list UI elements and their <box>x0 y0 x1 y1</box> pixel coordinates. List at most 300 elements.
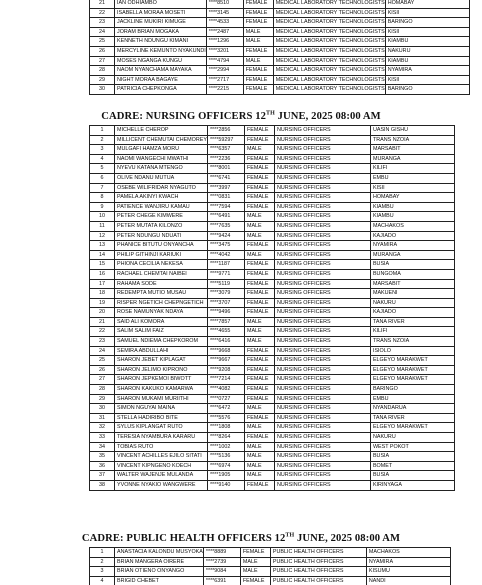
gender-cell: FEMALE <box>244 356 274 366</box>
table-row <box>90 18 470 28</box>
county-cell: HOMABAY <box>385 0 469 8</box>
id-number-cell: ****9771 <box>207 269 244 279</box>
gender-cell: FEMALE <box>243 18 273 28</box>
id-number-cell: ****3145 <box>206 8 243 18</box>
row-number-cell: 37 <box>90 471 115 481</box>
table-row <box>90 164 455 174</box>
gender-cell: FEMALE <box>244 433 274 443</box>
county-cell: ELGEYO MARAKWET <box>370 365 454 375</box>
county-cell: BUSIA <box>370 471 454 481</box>
table-row <box>90 260 455 270</box>
candidate-name-cell: PAMELA AKINYI KWACH <box>115 193 208 203</box>
id-number-cell: ****5136 <box>207 452 244 462</box>
id-number-cell: ****2739 <box>203 557 240 567</box>
county-cell: TRANS NZOIA <box>370 135 454 145</box>
row-number-cell: 15 <box>90 260 115 270</box>
candidate-name-cell: YVONNE NYAKIO WANGWERE <box>115 480 208 490</box>
cadre-cell: NURSING OFFICERS <box>274 212 370 222</box>
gender-cell: MALE <box>244 442 274 452</box>
cadre-cell: NURSING OFFICERS <box>274 413 370 423</box>
gender-cell: MALE <box>244 250 274 260</box>
table-row <box>90 433 455 443</box>
table-row <box>90 480 455 490</box>
row-number-cell: 25 <box>90 356 115 366</box>
cadre-cell: NURSING OFFICERS <box>274 327 370 337</box>
gender-cell: FEMALE <box>244 269 274 279</box>
cadre-cell: MEDICAL LABORATORY TECHNOLOGISTS <box>273 18 385 28</box>
gender-cell: MALE <box>244 231 274 241</box>
candidate-name-cell: MERCYLINE KEMUNTO NYAKUNDI <box>115 46 207 56</box>
id-number-cell: ****7594 <box>207 202 244 212</box>
county-cell: WEST POKOT <box>370 442 454 452</box>
gender-cell: MALE <box>243 37 273 47</box>
gender-cell: FEMALE <box>244 260 274 270</box>
table-row <box>90 308 455 318</box>
gender-cell: MALE <box>240 567 270 577</box>
gender-cell: MALE <box>244 327 274 337</box>
table-row <box>90 154 455 164</box>
id-number-cell: ****6974 <box>207 461 244 471</box>
table-row <box>90 250 455 260</box>
county-cell: KISII <box>385 27 469 37</box>
id-number-cell: ****6741 <box>207 173 244 183</box>
table-row <box>90 173 455 183</box>
cadre-cell: PUBLIC HEALTH OFFICERS <box>270 576 366 585</box>
row-number-cell: 31 <box>90 413 115 423</box>
county-cell: NAKURU <box>385 46 469 56</box>
row-number-cell: 23 <box>90 18 115 28</box>
id-number-cell: ****7635 <box>207 221 244 231</box>
id-number-cell: ****3475 <box>207 241 244 251</box>
county-cell: ELGEYO MARAKWET <box>370 375 454 385</box>
gender-cell: FEMALE <box>244 183 274 193</box>
table-row <box>90 413 455 423</box>
county-cell: KIAMBU <box>385 37 469 47</box>
county-cell: EMBU <box>370 394 454 404</box>
nursing-officers-table <box>89 125 455 491</box>
candidate-name-cell: SEMIRA ABDULLAHI <box>115 346 208 356</box>
id-number-cell: ****1808 <box>207 423 244 433</box>
id-number-cell: ****5576 <box>207 413 244 423</box>
table-row <box>90 317 455 327</box>
county-cell: ELGEYO MARAKWET <box>370 356 454 366</box>
gender-cell: FEMALE <box>243 8 273 18</box>
id-number-cell: ****59297 <box>207 135 244 145</box>
county-cell: NAKURU <box>370 298 454 308</box>
gender-cell: FEMALE <box>244 346 274 356</box>
gender-cell: FEMALE <box>243 75 273 85</box>
medical-lab-technologists-table <box>89 0 470 95</box>
cadre-cell: NURSING OFFICERS <box>274 308 370 318</box>
id-number-cell: ****6491 <box>207 212 244 222</box>
row-number-cell: 32 <box>90 423 115 433</box>
county-cell: MURANGA <box>370 154 454 164</box>
row-number-cell: 6 <box>90 173 115 183</box>
table-row <box>90 75 470 85</box>
candidate-name-cell: MILLICENT CHEMUTAI CHEMOREY <box>115 135 208 145</box>
cadre-cell: NURSING OFFICERS <box>274 221 370 231</box>
candidate-name-cell: SAID ALI KOMORA <box>115 317 208 327</box>
table-row <box>90 567 451 577</box>
gender-cell: FEMALE <box>243 85 273 95</box>
heading-main: CADRE: NURSING OFFICERS 12 <box>101 111 266 122</box>
row-number-cell: 29 <box>90 75 115 85</box>
county-cell: ISIOLO <box>370 346 454 356</box>
cadre-cell: NURSING OFFICERS <box>274 442 370 452</box>
cadre-cell: NURSING OFFICERS <box>274 183 370 193</box>
gender-cell: MALE <box>244 337 274 347</box>
candidate-name-cell: SAMUEL NDIEMA CHEPKOROM <box>115 337 208 347</box>
id-number-cell: ****2487 <box>206 27 243 37</box>
table-row <box>90 56 470 66</box>
row-number-cell: 2 <box>90 557 115 567</box>
table-row <box>90 27 470 37</box>
gender-cell: MALE <box>243 56 273 66</box>
table-row <box>90 356 455 366</box>
cadre-cell: MEDICAL LABORATORY TECHNOLOGISTS <box>273 46 385 56</box>
candidate-name-cell: PATIENCE WANJIRU KAMAU <box>115 202 208 212</box>
candidate-name-cell: ANASTACIA KALONDU MUSYOKA <box>115 548 204 558</box>
row-number-cell: 26 <box>90 46 115 56</box>
row-number-cell: 27 <box>90 56 115 66</box>
county-cell: BARINGO <box>370 385 454 395</box>
candidate-name-cell: JACKLINE MUKIRI KIMUGE <box>115 18 207 28</box>
county-cell: BARINGO <box>385 85 469 95</box>
id-number-cell: ****9084 <box>203 567 240 577</box>
id-number-cell: ****8001 <box>207 164 244 174</box>
gender-cell: FEMALE <box>244 126 274 136</box>
candidate-name-cell: PHANICE BITUTU ONYANCHA <box>115 241 208 251</box>
cadre-cell: NURSING OFFICERS <box>274 260 370 270</box>
table-row <box>90 471 455 481</box>
candidate-name-cell: NAOMI WANGECHI MWATHI <box>115 154 208 164</box>
row-number-cell: 9 <box>90 202 115 212</box>
id-number-cell: ****9667 <box>207 356 244 366</box>
id-number-cell: ****1905 <box>207 471 244 481</box>
county-cell: KIAMBU <box>370 212 454 222</box>
id-number-cell: ****2717 <box>206 75 243 85</box>
county-cell: MAKUENI <box>370 289 454 299</box>
row-number-cell: 27 <box>90 375 115 385</box>
county-cell: KIAMBU <box>370 202 454 212</box>
row-number-cell: 28 <box>90 385 115 395</box>
id-number-cell: ****6472 <box>207 404 244 414</box>
gender-cell: FEMALE <box>244 394 274 404</box>
row-number-cell: 4 <box>90 154 115 164</box>
row-number-cell: 22 <box>90 327 115 337</box>
id-number-cell: ****4082 <box>207 385 244 395</box>
county-cell: KAJIADO <box>370 231 454 241</box>
cadre-cell: NURSING OFFICERS <box>274 394 370 404</box>
candidate-name-cell: OLIVE NDANU MUTUA <box>115 173 208 183</box>
candidate-name-cell: MOSES NGANGA KUNGU <box>115 56 207 66</box>
id-number-cell: ****9424 <box>207 231 244 241</box>
heading-superscript: TH <box>285 532 295 539</box>
cadre-cell: NURSING OFFICERS <box>274 423 370 433</box>
id-number-cell: ****8889 <box>203 548 240 558</box>
row-number-cell: 29 <box>90 394 115 404</box>
cadre-cell: PUBLIC HEALTH OFFICERS <box>270 557 366 567</box>
candidate-name-cell: OSEBE WILIFRIDAR NYAGUTO <box>115 183 208 193</box>
table-row <box>90 212 455 222</box>
table-row <box>90 85 470 95</box>
cadre-cell: NURSING OFFICERS <box>274 241 370 251</box>
cadre-cell: NURSING OFFICERS <box>274 298 370 308</box>
candidate-name-cell: PHIONA CECILIA NEKESA <box>115 260 208 270</box>
row-number-cell: 7 <box>90 183 115 193</box>
id-number-cell: ****6416 <box>207 337 244 347</box>
table-row <box>90 289 455 299</box>
gender-cell: MALE <box>240 557 270 567</box>
public-health-officers-heading <box>0 533 482 544</box>
table-row <box>90 404 455 414</box>
heading-tail: JUNE, 2025 08:00 AM <box>294 533 401 544</box>
heading-superscript: TH <box>266 110 275 117</box>
table-row <box>90 337 455 347</box>
table-row <box>90 66 470 76</box>
table-row <box>90 269 455 279</box>
gender-cell: FEMALE <box>244 193 274 203</box>
id-number-cell: ****6357 <box>207 145 244 155</box>
gender-cell: FEMALE <box>244 279 274 289</box>
row-number-cell: 5 <box>90 164 115 174</box>
id-number-cell: ****2994 <box>206 66 243 76</box>
county-cell: TANA RIVER <box>370 317 454 327</box>
gender-cell: FEMALE <box>244 375 274 385</box>
candidate-name-cell: STELLA HADIRIBO BITE <box>115 413 208 423</box>
cadre-cell: NURSING OFFICERS <box>274 337 370 347</box>
county-cell: MARSABIT <box>370 279 454 289</box>
id-number-cell: ****0831 <box>207 193 244 203</box>
table-row <box>90 231 455 241</box>
id-number-cell: ****1187 <box>207 260 244 270</box>
cadre-cell: NURSING OFFICERS <box>274 231 370 241</box>
county-cell: NYANDARUA <box>370 404 454 414</box>
county-cell: TANA RIVER <box>370 413 454 423</box>
row-number-cell: 25 <box>90 37 115 47</box>
id-number-cell: ****9668 <box>207 346 244 356</box>
table-row <box>90 385 455 395</box>
cadre-cell: MEDICAL LABORATORY TECHNOLOGISTS <box>273 27 385 37</box>
candidate-name-cell: ROSE NAMUNYAK NDAYA <box>115 308 208 318</box>
candidate-name-cell: MULGAFI HAMZA MORU <box>115 145 208 155</box>
cadre-cell: PUBLIC HEALTH OFFICERS <box>270 567 366 577</box>
table-row <box>90 576 451 585</box>
table-row <box>90 8 470 18</box>
table-row <box>90 442 455 452</box>
candidate-name-cell: RAHAMA SODE <box>115 279 208 289</box>
id-number-cell: ****8264 <box>207 433 244 443</box>
gender-cell: FEMALE <box>244 173 274 183</box>
id-number-cell: ****9208 <box>207 365 244 375</box>
row-number-cell: 3 <box>90 567 115 577</box>
cadre-cell: NURSING OFFICERS <box>274 193 370 203</box>
gender-cell: FEMALE <box>244 241 274 251</box>
id-number-cell: ****4042 <box>207 250 244 260</box>
gender-cell: FEMALE <box>244 135 274 145</box>
row-number-cell: 24 <box>90 27 115 37</box>
gender-cell: FEMALE <box>244 365 274 375</box>
cadre-cell: NURSING OFFICERS <box>274 164 370 174</box>
candidate-name-cell: IAN ODHIAMBO <box>115 0 207 8</box>
county-cell: BUNGOMA <box>370 269 454 279</box>
cadre-cell: PUBLIC HEALTH OFFICERS <box>270 548 366 558</box>
row-number-cell: 10 <box>90 212 115 222</box>
gender-cell: MALE <box>244 404 274 414</box>
row-number-cell: 17 <box>90 279 115 289</box>
row-number-cell: 21 <box>90 317 115 327</box>
table-row <box>90 183 455 193</box>
id-number-cell: ****3707 <box>207 298 244 308</box>
row-number-cell: 11 <box>90 221 115 231</box>
id-number-cell: ****6391 <box>203 576 240 585</box>
candidate-name-cell: SHARON JEPKEMOI BIWOTT <box>115 375 208 385</box>
row-number-cell: 16 <box>90 269 115 279</box>
gender-cell: FEMALE <box>244 413 274 423</box>
table-row <box>90 452 455 462</box>
county-cell: BUSIA <box>370 452 454 462</box>
cadre-cell: NURSING OFFICERS <box>274 365 370 375</box>
heading-tail: JUNE, 2025 08:00 AM <box>274 111 381 122</box>
table-row <box>90 135 455 145</box>
id-number-cell: ****4794 <box>206 56 243 66</box>
gender-cell: FEMALE <box>243 0 273 8</box>
candidate-name-cell: SHARON KAKUKO KAMARWA <box>115 385 208 395</box>
candidate-name-cell: BRIAN MANGERA OIRERE <box>115 557 204 567</box>
id-number-cell: ****4655 <box>207 327 244 337</box>
county-cell: UASIN GISHU <box>370 126 454 136</box>
row-number-cell: 8 <box>90 193 115 203</box>
id-number-cell: ****9140 <box>207 480 244 490</box>
gender-cell: FEMALE <box>240 576 270 585</box>
gender-cell: FEMALE <box>244 164 274 174</box>
county-cell: KISUMU <box>366 567 450 577</box>
candidate-name-cell: PETER NDUNGU NDUATI <box>115 231 208 241</box>
table-row <box>90 346 455 356</box>
candidate-name-cell: SHARON JEBET KIPLAGAT <box>115 356 208 366</box>
gender-cell: FEMALE <box>243 66 273 76</box>
candidate-name-cell: BRIAN OTIENO ONYANGO <box>115 567 204 577</box>
county-cell: HOMABAY <box>370 193 454 203</box>
county-cell: MURANGA <box>370 250 454 260</box>
candidate-name-cell: KENNETH NDUNGU KIMANI <box>115 37 207 47</box>
gender-cell: FEMALE <box>244 385 274 395</box>
candidate-name-cell: BRIGID CHEBET <box>115 576 204 585</box>
table-row <box>90 461 455 471</box>
gender-cell: MALE <box>244 317 274 327</box>
row-number-cell: 2 <box>90 135 115 145</box>
cadre-cell: NURSING OFFICERS <box>274 154 370 164</box>
id-number-cell: ****2215 <box>206 85 243 95</box>
gender-cell: FEMALE <box>244 308 274 318</box>
id-number-cell: ****3201 <box>206 46 243 56</box>
row-number-cell: 33 <box>90 433 115 443</box>
county-cell: KAJIADO <box>370 308 454 318</box>
gender-cell: MALE <box>244 471 274 481</box>
table-row <box>90 145 455 155</box>
table-row <box>90 327 455 337</box>
gender-cell: FEMALE <box>244 298 274 308</box>
gender-cell: MALE <box>244 452 274 462</box>
table-row <box>90 548 451 558</box>
candidate-name-cell: SYLUS KIPLANGAT RUTO <box>115 423 208 433</box>
cadre-cell: MEDICAL LABORATORY TECHNOLOGISTS <box>273 66 385 76</box>
candidate-name-cell: PETER MUTATA KILONZO <box>115 221 208 231</box>
county-cell: KILIFI <box>370 327 454 337</box>
cadre-cell: NURSING OFFICERS <box>274 250 370 260</box>
table-row <box>90 46 470 56</box>
row-number-cell: 34 <box>90 442 115 452</box>
gender-cell: MALE <box>244 212 274 222</box>
cadre-cell: NURSING OFFICERS <box>274 289 370 299</box>
cadre-cell: MEDICAL LABORATORY TECHNOLOGISTS <box>273 75 385 85</box>
county-cell: NYAMIRA <box>370 241 454 251</box>
id-number-cell: ****2236 <box>207 154 244 164</box>
row-number-cell: 18 <box>90 289 115 299</box>
id-number-cell: ****0727 <box>207 394 244 404</box>
gender-cell: FEMALE <box>244 289 274 299</box>
row-number-cell: 30 <box>90 404 115 414</box>
table-row <box>90 375 455 385</box>
county-cell: KISII <box>385 75 469 85</box>
county-cell: MACHAKOS <box>370 221 454 231</box>
cadre-cell: NURSING OFFICERS <box>274 471 370 481</box>
candidate-name-cell: MICHELLE CHEROP <box>115 126 208 136</box>
candidate-name-cell: ISABELLA MORAA MOSETI <box>115 8 207 18</box>
cadre-cell: NURSING OFFICERS <box>274 385 370 395</box>
row-number-cell: 22 <box>90 8 115 18</box>
row-number-cell: 30 <box>90 85 115 95</box>
county-cell: KISII <box>385 8 469 18</box>
table-row <box>90 193 455 203</box>
row-number-cell: 14 <box>90 250 115 260</box>
candidate-name-cell: NYEVU KATANA MTENGO <box>115 164 208 174</box>
cadre-cell: MEDICAL LABORATORY TECHNOLOGISTS <box>273 0 385 8</box>
table-row <box>90 241 455 251</box>
id-number-cell: ****1296 <box>206 37 243 47</box>
county-cell: TRANS NZOIA <box>370 337 454 347</box>
gender-cell: FEMALE <box>243 46 273 56</box>
id-number-cell: ****9496 <box>207 308 244 318</box>
candidate-name-cell: NIGHT MORAA BAGAYE <box>115 75 207 85</box>
candidate-name-cell: RISPER NGETICH CHEPNGETICH <box>115 298 208 308</box>
gender-cell: MALE <box>244 461 274 471</box>
table-row <box>90 0 470 8</box>
id-number-cell: ****1002 <box>207 442 244 452</box>
row-number-cell: 21 <box>90 0 115 8</box>
candidate-name-cell: WALTER WAJENJE MULANDA <box>115 471 208 481</box>
row-number-cell: 36 <box>90 461 115 471</box>
table-row <box>90 394 455 404</box>
candidate-name-cell: JORAM BRIAN MOGAKA <box>115 27 207 37</box>
cadre-cell: MEDICAL LABORATORY TECHNOLOGISTS <box>273 8 385 18</box>
county-cell: BUSIA <box>370 260 454 270</box>
county-cell: NYAMIRA <box>385 66 469 76</box>
candidate-name-cell: PHILIP GITHINJI KARIUKI <box>115 250 208 260</box>
row-number-cell: 1 <box>90 548 115 558</box>
row-number-cell: 3 <box>90 145 115 155</box>
cadre-cell: NURSING OFFICERS <box>274 356 370 366</box>
heading-main: CADRE: PUBLIC HEALTH OFFICERS 12 <box>81 533 286 544</box>
id-number-cell: ****2856 <box>207 126 244 136</box>
gender-cell: FEMALE <box>244 202 274 212</box>
table-row <box>90 298 455 308</box>
nursing-officers-heading <box>0 111 482 122</box>
row-number-cell: 19 <box>90 298 115 308</box>
table-row <box>90 279 455 289</box>
cadre-cell: NURSING OFFICERS <box>274 202 370 212</box>
cadre-cell: NURSING OFFICERS <box>274 279 370 289</box>
